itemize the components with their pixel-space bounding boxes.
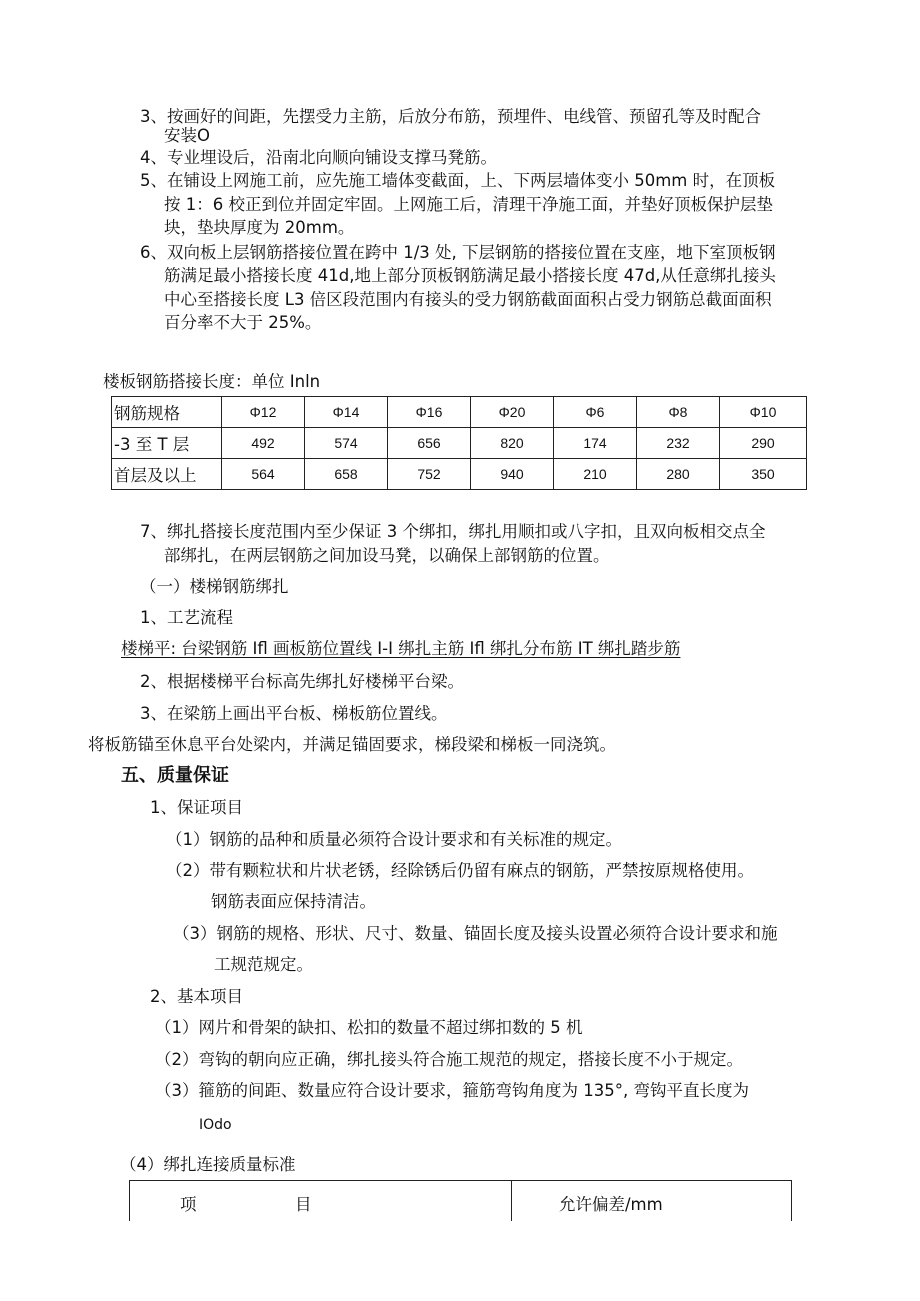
table-header-item-2: 目 bbox=[295, 1195, 312, 1214]
table-col-header: Φ8 bbox=[637, 397, 720, 428]
table-row bbox=[112, 428, 807, 459]
stair-step-2: 2、根据楼梯平台标高先绑扎好楼梯平台梁。 bbox=[140, 672, 464, 691]
stair-heading: （一）楼梯钢筋绑扎 bbox=[140, 577, 289, 596]
process-heading: 1、工艺流程 bbox=[140, 608, 233, 627]
item-6-line4: 百分率不大于 25%。 bbox=[164, 313, 322, 332]
table-col-header: Φ10 bbox=[720, 397, 807, 428]
table-cell: 350 bbox=[720, 459, 807, 490]
table-cell: 290 bbox=[720, 428, 807, 459]
quality-standard-table bbox=[129, 1180, 792, 1221]
table-cell: 658 bbox=[305, 459, 388, 490]
table-divider bbox=[511, 1181, 512, 1221]
basic-item-3-line2: IOdo bbox=[199, 1117, 232, 1133]
table-row bbox=[112, 459, 807, 490]
basic-heading: 2、基本项目 bbox=[150, 987, 243, 1006]
lap-length-table bbox=[111, 396, 807, 490]
item-5-line2: 按 1：6 校正到位并固定牢固。上网施工后，清理干净施工面，并垫好顶板保护层垫 bbox=[164, 195, 773, 214]
table-col-header: Φ12 bbox=[222, 397, 305, 428]
table-col-header: Φ6 bbox=[554, 397, 637, 428]
table-header-item: 项 bbox=[180, 1195, 197, 1214]
guarantee-item-3-line1: （3）钢筋的规格、形状、尺寸、数量、锚固长度及接头设置必须符合设计要求和施 bbox=[173, 924, 778, 943]
guarantee-item-1: （1）钢筋的品种和质量必须符合设计要求和有关标准的规定。 bbox=[166, 830, 622, 849]
table-row-label: 首层及以上 bbox=[112, 459, 222, 490]
table-cell: 820 bbox=[471, 428, 554, 459]
stair-step-4: 将板筋锚至休息平台处梁内，并满足锚固要求，梯段梁和梯板一同浇筑。 bbox=[88, 735, 616, 754]
guarantee-item-2-line1: （2）带有颗粒状和片状老锈，经除锈后仍留有麻点的钢筋，严禁按原规格使用。 bbox=[166, 861, 754, 880]
table-col-header: Φ14 bbox=[305, 397, 388, 428]
item-5-line1: 5、在铺设上网施工前，应先施工墙体变截面，上、下两层墙体变小 50mm 时，在顶板 bbox=[140, 171, 776, 190]
table-row-label: -3 至 T 层 bbox=[112, 428, 222, 459]
table-cell: 940 bbox=[471, 459, 554, 490]
guarantee-item-3-line2: 工规范规定。 bbox=[214, 955, 313, 974]
guarantee-heading: 1、保证项目 bbox=[150, 798, 243, 817]
item-4: 4、专业埋设后，沿南北向顺向铺设支撑马凳筋。 bbox=[140, 148, 497, 167]
table-cell: 210 bbox=[554, 459, 637, 490]
basic-item-4: （4）绑扎连接质量标准 bbox=[120, 1155, 296, 1174]
table-cell: 656 bbox=[388, 428, 471, 459]
item-6-line2: 筋满足最小搭接长度 41d,地上部分顶板钢筋满足最小搭接长度 47d,从任意绑扎接头 bbox=[164, 266, 776, 285]
table-header-label: 钢筋规格 bbox=[112, 397, 222, 428]
table-col-header: Φ20 bbox=[471, 397, 554, 428]
table-cell: 280 bbox=[637, 459, 720, 490]
process-flow: 楼梯平: 台梁钢筋 Ifl 画板筋位置线 I-I 绑扎主筋 Ifl 绑扎分布筋 IT 绑扎踏步筋 bbox=[121, 639, 681, 658]
table-cell: 492 bbox=[222, 428, 305, 459]
item-3-line1: 3、按画好的间距，先摆受力主筋，后放分布筋，预埋件、电线管、预留孔等及时配合 bbox=[140, 107, 761, 126]
basic-item-3-line1: （3）箍筋的间距、数量应符合设计要求，箍筋弯钩角度为 135°, 弯钩平直长度为 bbox=[155, 1081, 749, 1100]
table-cell: 752 bbox=[388, 459, 471, 490]
basic-item-1: （1）网片和骨架的缺扣、松扣的数量不超过绑扣数的 5 机 bbox=[155, 1018, 583, 1037]
table-header-tolerance: 允许偏差/mm bbox=[559, 1195, 663, 1214]
item-3-line2: 安装O bbox=[164, 126, 210, 145]
item-7-line2: 部绑扎，在两层钢筋之间加设马凳，以确保上部钢筋的位置。 bbox=[164, 546, 610, 565]
table-col-header: Φ16 bbox=[388, 397, 471, 428]
guarantee-item-2-line2: 钢筋表面应保持清洁。 bbox=[211, 892, 376, 911]
table-cell: 564 bbox=[222, 459, 305, 490]
item-7-line1: 7、绑扎搭接长度范围内至少保证 3 个绑扣，绑扎用顺扣或八字扣，且双向板相交点全 bbox=[140, 522, 766, 541]
table-cell: 174 bbox=[554, 428, 637, 459]
item-6-line1: 6、双向板上层钢筋搭接位置在跨中 1/3 处, 下层钢筋的搭接位置在支座，地下室顶板钢 bbox=[140, 243, 776, 262]
stair-step-3: 3、在梁筋上画出平台板、梯板筋位置线。 bbox=[140, 704, 448, 723]
item-6-line3: 中心至搭接长度 L3 倍区段范围内有接头的受力钢筋截面面积占受力钢筋总截面面积 bbox=[164, 290, 772, 309]
table-cell: 574 bbox=[305, 428, 388, 459]
item-5-line3: 块，垫块厚度为 20mm。 bbox=[164, 218, 355, 237]
table1-caption: 楼板钢筋搭接长度：单位 Inln bbox=[103, 372, 321, 391]
table-cell: 232 bbox=[637, 428, 720, 459]
table-header-row bbox=[112, 397, 807, 428]
section-title-quality: 五、质量保证 bbox=[121, 765, 229, 786]
basic-item-2: （2）弯钩的朝向应正确，绑扎接头符合施工规范的规定，搭接长度不小于规定。 bbox=[155, 1050, 743, 1069]
